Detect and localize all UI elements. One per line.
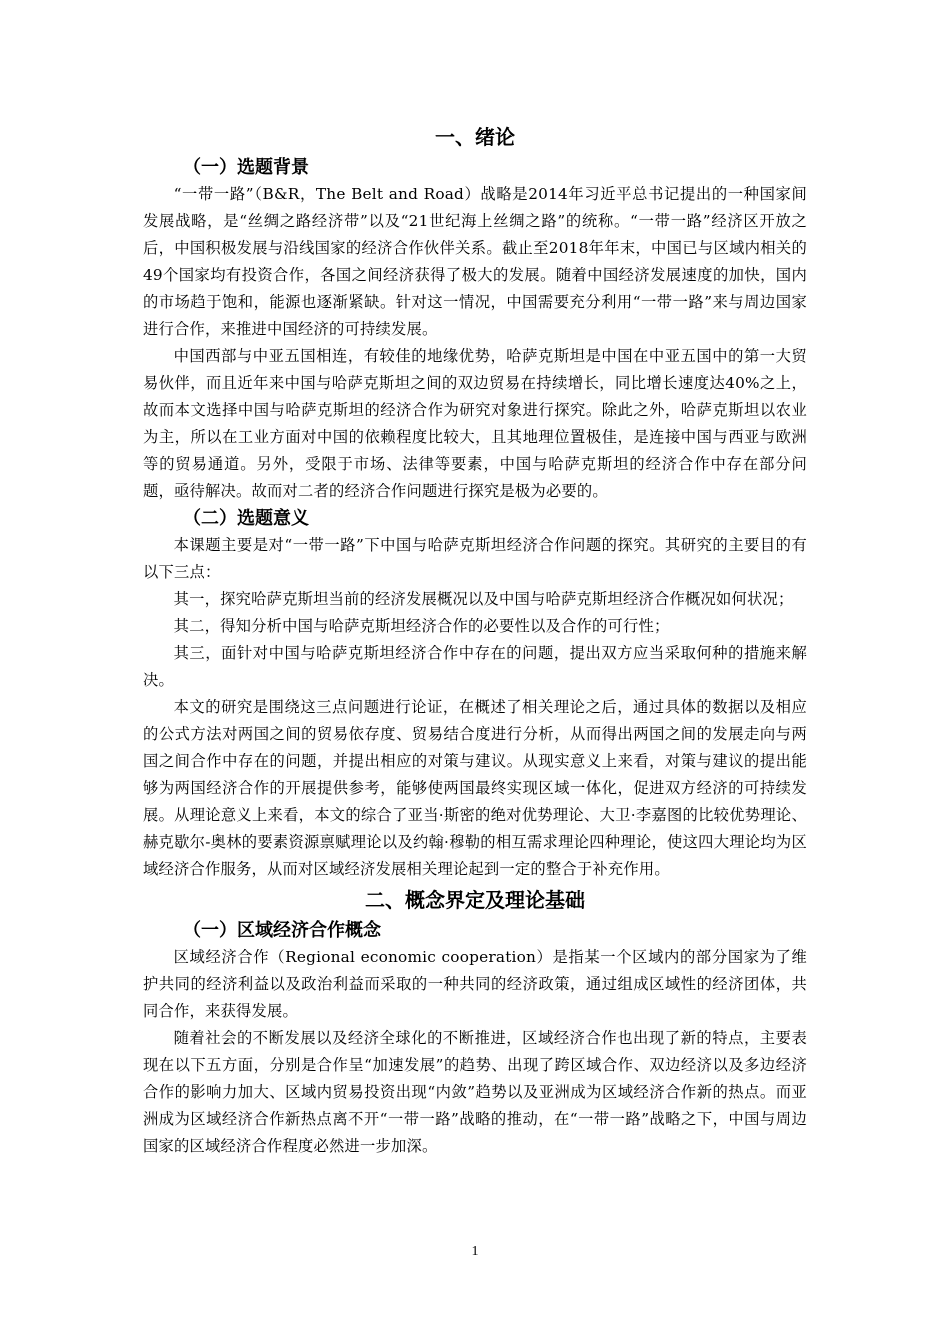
section-1-subheading-significance: （二）选题意义 — [183, 508, 309, 529]
section-2-heading: 二、概念界定及理论基础 — [365, 888, 585, 912]
section-1-heading: 一、绪论 — [435, 125, 515, 149]
paragraph: 区域经济合作（Regional economic cooperation）是指某一个区域内的部分国家为了维护共同的经济利益以及政治利益而采取的一种共同的经济政策，通过组成区域性的经济团体，共同合作，来获得发展。 — [143, 948, 807, 1020]
paragraph: 其二，得知分析中国与哈萨克斯坦经济合作的必要性以及合作的可行性； — [173, 617, 670, 635]
paragraph: 其一，探究哈萨克斯坦当前的经济发展概况以及中国与哈萨克斯坦经济合作概况如何状况； — [173, 590, 794, 608]
section-1-subheading-background: （一）选题背景 — [183, 157, 309, 178]
paragraph: 本课题主要是对“一带一路”下中国与哈萨克斯坦经济合作问题的探究。其研究的主要目的有以下三点： — [143, 536, 807, 581]
section-2-subheading-concept: （一）区域经济合作概念 — [183, 920, 381, 941]
paragraph: 随着社会的不断发展以及经济全球化的不断推进，区域经济合作也出现了新的特点，主要表现在以下五方面，分别是合作呈“加速发展”的趋势、出现了跨区域合作、双边经济以及多边经济合作的影响力加大、区域内贸易投资出现“内敛”趋势以及亚洲成为区域经济合作新的热点。而亚洲成为区域经济合作新热点离不开“一带一路”战略的推动，在“一带一路”战略之下，中国与周边国家的区域经济合作程度必然进一步加深。 — [143, 1029, 807, 1155]
paragraph: 本文的研究是围绕这三点问题进行论证，在概述了相关理论之后，通过具体的数据以及相应的公式方法对两国之间的贸易依存度、贸易结合度进行分析，从而得出两国之间的发展走向与两国之间合作中存在的问题，并提出相应的对策与建议。从现实意义上来看，对策与建议的提出能够为两国经济合作的开展提供参考，能够使两国最终实现区域一体化，促进双方经济的可持续发展。从理论意义上来看，本文的综合了亚当·斯密的绝对优势理论、大卫·李嘉图的比较优势理论、赫克歇尔-奥林的要素资源禀赋理论以及约翰·穆勒的相互需求理论四种理论，使这四大理论均为区域经济合作服务，从而对区域经济发展相关理论起到一定的整合于补充作用。 — [143, 698, 807, 878]
page-number: 1 — [471, 1244, 479, 1259]
page-body — [143, 120, 807, 1160]
paragraph: 中国西部与中亚五国相连，有较佳的地缘优势，哈萨克斯坦是中国在中亚五国中的第一大贸易伙伴，而且近年来中国与哈萨克斯坦之间的双边贸易在持续增长，同比增长速度达40%之上，故而本文选择中国与哈萨克斯坦的经济合作为研究对象进行探究。除此之外，哈萨克斯坦以农业为主，所以在工业方面对中国的依赖程度比较大，且其地理位置极佳，是连接中国与西亚与欧洲等的贸易通道。另外，受限于市场、法律等要素，中国与哈萨克斯坦的经济合作中存在部分问题，亟待解决。故而对二者的经济合作问题进行探究是极为必要的。 — [143, 347, 807, 500]
paragraph: 其三，面针对中国与哈萨克斯坦经济合作中存在的问题，提出双方应当采取何种的措施来解决。 — [143, 644, 807, 689]
paragraph: “一带一路”（B&R，The Belt and Road）战略是2014年习近平总书记提出的一种国家间发展战略，是“丝绸之路经济带”以及“21世纪海上丝绸之路”的统称。“一带一路”经济区开放之后，中国积极发展与沿线国家的经济合作伙伴关系。截止至2018年年末，中国已与区域内相关的49个国家均有投资合作，各国之间经济获得了极大的发展。随着中国经济发展速度的加快，国内的市场趋于饱和，能源也逐渐紧缺。针对这一情况，中国需要充分利用“一带一路”来与周边国家进行合作，来推进中国经济的可持续发展。 — [143, 185, 807, 338]
